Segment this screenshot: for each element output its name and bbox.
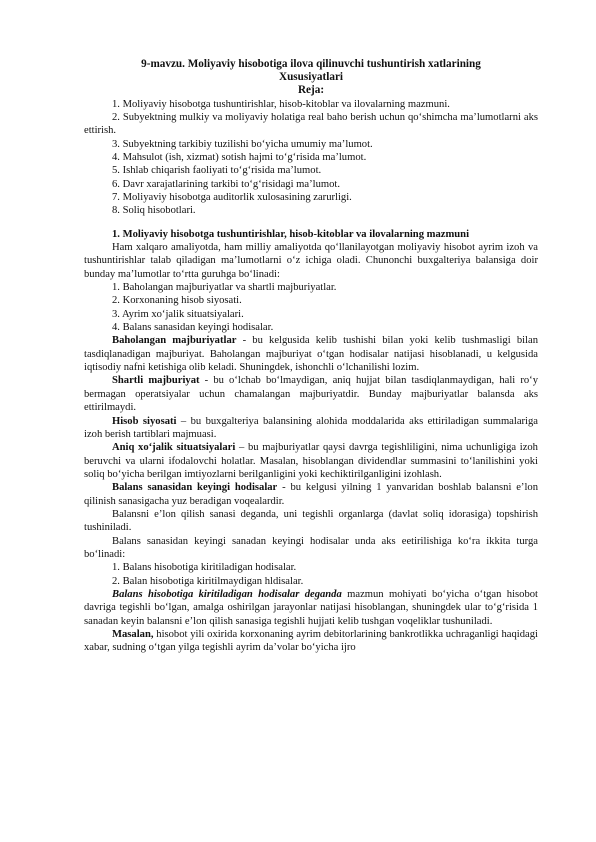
list-item: 2. Korxonaning hisob siyosati.	[112, 295, 242, 307]
paragraph-business-situations	[84, 441, 538, 481]
list-item: 4. Balans sanasidan keyingi hodisalar.	[112, 322, 274, 334]
spacer	[84, 218, 538, 228]
paragraph-publication-date: Balansni e’lon qilish sanasi deganda, uni tegishli organlarga (davlat soliq idorasiga) topshirish tushiniladi.	[84, 508, 538, 534]
paragraph-event-types: Balans sanasidan keyingi sanadan keyingi hodisalar unda aks eetirilishiga ko‘ra ikkita turga bo‘linadi:	[84, 535, 538, 560]
list-item: 3. Ayrim xo‘jalik situatsiyalari.	[112, 308, 244, 320]
section-intro: Ham xalqaro amaliyotda, ham milliy amaliyotda qo‘llanilayotgan moliyaviy hisobot ayrim izoh va tushuntirishlar talab qiladigan ma’lumotlarni o‘z ichiga oladi. Chunonchi buxgalteriya balansiga doir bunday ma’lumotlar to‘rtta guruhga bo‘linadi:	[84, 242, 538, 280]
plan-item-3: 3. Subyektning tarkibiy tuzilishi bo‘yicha umumiy ma’lumot.	[112, 138, 373, 150]
title-line-2: Xususiyatlari	[278, 71, 344, 84]
term: Balans sanasidan keyingi hodisalar	[112, 482, 278, 494]
term: Aniq xo‘jalik situatsiyalari	[112, 442, 236, 454]
paragraph-subsequent-events	[84, 481, 538, 508]
definition: - bu kelgusi yilning 1 yanvaridan boshlab balansni e’lon qilinish sanasigacha yuz beradigan voqealardir.	[84, 482, 538, 507]
definition: - bu o‘lchab bo‘lmaydigan, aniq hujjat bilan tasdiqlanmaydigan, hali ro‘y bermagan operatsiyalar uchun chamalangan majburiyatdir. Bunday majburiyatlar balansda aks ettirilmaydi.	[84, 375, 538, 414]
term: Hisob siyosati	[112, 415, 177, 427]
definition: - bu kelgusida kelib tushishi bilan yoki kelib tushmasligi bilan tasdiqlanadigan majburiyat. Baholangan majburiyat o‘tgan hodisalar natijasi hisoblanadi, u kelgusida iqtisodiy nafni ketishiga olib keladi. Shuningdek, ishonchli o‘lchanilishi lozim.	[84, 335, 538, 374]
term: Baholangan majburiyatlar	[112, 335, 237, 347]
plan-item-7: 7. Moliyaviy hisobotga auditorlik xulosasining zarurligi.	[112, 192, 352, 204]
plan-item-5: 5. Ishlab chiqarish faoliyati to‘g‘risida ma’lumot.	[112, 165, 322, 177]
definition: hisobot yili oxirida korxonaning ayrim debitorlarining bankrotlikka uchraganligi haqidagi xabar, sudning o‘tgan yilga tegishli ayrim da’volar bo‘yicha ijro	[84, 629, 538, 654]
term: Masalan,	[112, 629, 154, 641]
plan-item-8: 8. Soliq hisobotlari.	[112, 205, 196, 217]
section-heading: 1. Moliyaviy hisobotga tushuntirishlar, hisob-kitoblar va ilovalarning mazmuni	[112, 228, 470, 240]
title-line-1: 9-mavzu. Moliyaviy hisobotiga ilova qilinuvchi tushuntirish xatlarining	[141, 58, 481, 70]
definition: – bu buxgalteriya balansining alohida moddalarida aks ettiriladigan summalariga izoh berish tartiblari majmuasi.	[84, 415, 538, 440]
plan-item-2: 2. Subyektning mulkiy va moliyaviy holatiga real baho berish uchun qo‘shimcha ma’lumotlarni aks ettirish.	[84, 111, 538, 137]
term: Balans hisobotiga kiritiladigan hodisalar deganda	[112, 588, 342, 600]
definition: – bu majburiyatlar qaysi davrga tegishliligini, nima uchunligiga izoh beruvchi va ularni ifodalovchi holatlar. Masalan, hisoblangan dividendlar summasini to‘lanilishini yoki soliq bo‘yicha berilgan imtiyozlarni berilganligini yoki kechiktirilganligini izohlash.	[84, 442, 538, 480]
list-item: 1. Baholangan majburiyatlar va shartli majburiyatlar.	[112, 282, 337, 294]
paragraph-example	[84, 628, 538, 655]
plan-item-1: 1. Moliyaviy hisobotga tushuntirishlar, hisob-kitoblar va ilovalarning mazmuni.	[112, 98, 450, 110]
paragraph-estimated-liabilities	[84, 334, 538, 374]
list-item: 2. Balan hisobotiga kiritilmaydigan hldisalar.	[112, 575, 304, 587]
term: Shartli majburiyat	[112, 375, 200, 387]
document-title	[84, 58, 538, 98]
list-item: 1. Balans hisobotiga kiritiladigan hodisalar.	[112, 562, 297, 574]
paragraph-included-events	[84, 588, 538, 628]
plan-item-6: 6. Davr xarajatlarining tarkibi to‘g‘risidagi ma’lumot.	[112, 178, 340, 190]
paragraph-accounting-policy	[84, 415, 538, 442]
plan-item-4: 4. Mahsulot (ish, xizmat) sotish hajmi to‘g‘risida ma’lumot.	[112, 151, 367, 163]
definition: mazmun mohiyati bo‘yicha o‘tgan hisobot davriga tegishli bo‘lgan, amalga oshirilgan jarayonlar natijasi hisoblangan, shuningdek ular to‘g‘risida 1 sanadan keyin balansni e’lon qilish sanasiga tegishli hujjati kelib tushgan voqeliklar tushuniladi.	[84, 588, 538, 627]
plan-heading: Reja:	[297, 84, 325, 97]
paragraph-contingent-liability	[84, 374, 538, 414]
